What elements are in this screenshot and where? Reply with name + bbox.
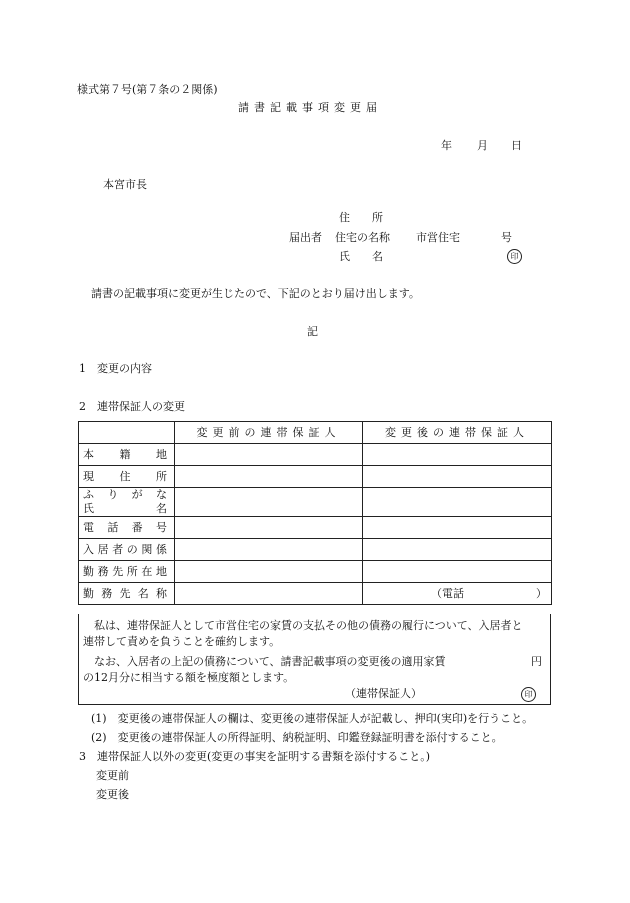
applicant-housing-value: 市営住宅 [416,231,460,244]
table-row [79,466,552,488]
table-header-blank [79,422,175,444]
before-relation-field[interactable] [175,539,363,561]
oath-para1-line2: 連帯して責めを負うことを確約します。 [83,635,281,648]
after-address-field[interactable] [363,466,552,488]
before-honseki-field[interactable] [175,444,363,466]
row-label-phone: 電 話 番 号 [79,517,175,539]
guarantor-table [78,421,552,605]
row-label-honseki: 本 籍 地 [79,444,175,466]
applicant-name-label: 氏 名 [339,250,383,263]
table-row [79,583,552,605]
change-after-label: 変更後 [96,788,129,801]
guarantor-oath-box [78,614,551,705]
table-row [79,561,552,583]
oath-para2-line1-wrap [83,654,546,670]
note-1: (1) 変更後の連帯保証人の欄は、変更後の連帯保証人が記載し、押印(実印)を行うこと。 [91,712,534,725]
oath-yen-label: 円 [531,655,542,668]
after-relation-field[interactable] [363,539,552,561]
row-label-work-name: 勤 務 先 名 称 [79,583,175,605]
applicant-address-label: 住 所 [339,211,383,224]
note-2: (2) 変更後の連帯保証人の所得証明、納税証明、印鑑登録証明書を添付すること。 [91,731,503,744]
phone-close-label: ） [536,586,547,600]
applicant-housing-label: 住宅の名称 [335,231,390,244]
phone-open-label: （電話 [431,586,464,600]
seal-icon: 印 [521,687,536,702]
before-name-field[interactable] [175,488,363,517]
section-1-heading: 1 変更の内容 [79,362,152,375]
row-label-genjusho: 現 住 所 [79,466,175,488]
change-before-label: 変更前 [96,769,129,782]
after-name-field[interactable] [363,488,552,517]
applicant-seal-mark [507,249,522,264]
date-month-label: 月 [477,139,488,152]
form-number: 様式第７号(第７条の２関係) [77,83,218,96]
after-phone-field[interactable] [363,517,552,539]
oath-para1-line1: 私は、連帯保証人として市営住宅の家賃の支払その他の債務の履行について、入居者と [83,619,523,632]
section-3-heading: 3 連帯保証人以外の変更(変更の事実を証明する書類を添付すること。) [79,750,431,763]
column-before: 変更前の連帯保証人 [175,422,363,444]
applicant-number-suffix: 号 [501,231,512,244]
before-phone-field[interactable] [175,517,363,539]
intro-text: 請書の記載事項に変更が生じたので、下記のとおり届け出します。 [91,287,420,300]
before-address-field[interactable] [175,466,363,488]
oath-signer-label: （連帯保証人） [345,687,422,700]
document-title: 請書記載事項変更届 [238,101,382,114]
row-label-work-address: 勤 務 先 所 在 地 [79,561,175,583]
date-day-label: 日 [511,139,522,152]
table-header-row [79,422,552,444]
row-label-relation: 入 居 者 の 関 係 [79,539,175,561]
before-work-address-field[interactable] [175,561,363,583]
after-honseki-field[interactable] [363,444,552,466]
table-row [79,517,552,539]
section-2-heading: 2 連帯保証人の変更 [79,400,185,413]
table-row [79,488,552,517]
addressee: 本宮市長 [103,178,147,191]
table-row [79,539,552,561]
applicant-heading: 届出者 [289,231,322,244]
before-work-name-field[interactable] [175,583,363,605]
column-after: 変更後の連帯保証人 [363,422,552,444]
seal-icon: 印 [507,249,522,264]
oath-para2-line1: なお、入居者の上記の債務について、請書記載事項の変更後の適用家賃 [83,655,446,668]
date-year-label: 年 [441,139,452,152]
after-work-address-field[interactable] [363,561,552,583]
ki-heading: 記 [307,325,318,338]
row-label-furigana-name: ふ り が な 氏 名 [79,488,175,517]
oath-para2-line2: の12月分に相当する額を極度額とします。 [83,671,295,684]
table-row [79,444,552,466]
after-work-name-field[interactable] [363,583,552,605]
oath-signer-row [83,686,546,702]
